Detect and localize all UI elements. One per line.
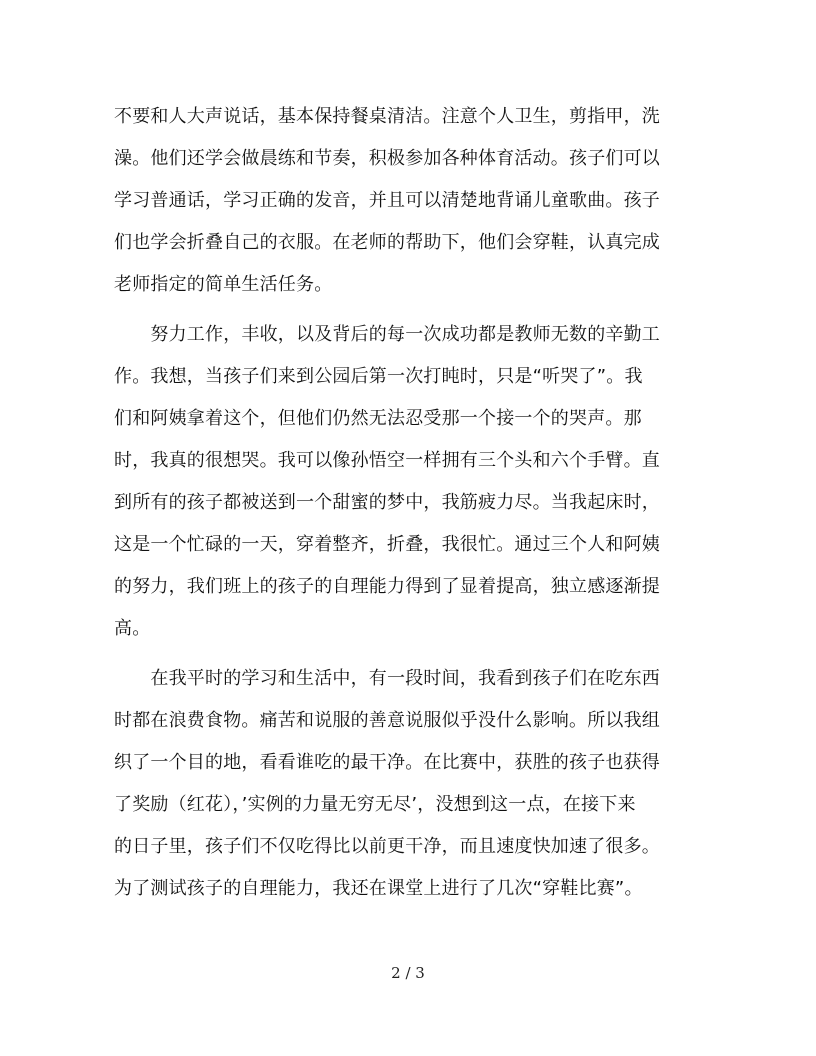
page-number: 2 / 3 xyxy=(391,964,425,982)
text-line: 作。我想，当孩子们来到公园后第一次打盹时，只是“听哭了”。我 xyxy=(114,366,643,387)
text-line: 了奖励（红花），’实例的力量无穷无尽’，没想到这一点，在接下来 xyxy=(114,794,636,815)
text-line: 时都在浪费食物。痛苦和说服的善意说服似乎没什么影响。所以我组 xyxy=(114,710,660,731)
text-line: 不要和人大声说话，基本保持餐桌清洁。注意个人卫生，剪指甲，洗 xyxy=(114,106,660,127)
text-line: 这是一个忙碌的一天，穿着整齐，折叠，我很忙。通过三个人和阿姨 xyxy=(114,534,660,555)
paragraph xyxy=(114,314,704,650)
paragraph xyxy=(114,96,704,306)
text-line: 织了一个目的地，看看谁吃的最干净。在比赛中，获胜的孩子也获得 xyxy=(114,752,660,773)
document-body xyxy=(114,96,704,910)
text-line: 时，我真的很想哭。我可以像孙悟空一样拥有三个头和六个手臂。直 xyxy=(114,450,660,471)
text-line: 学习普通话，学习正确的发音，并且可以清楚地背诵儿童歌曲。孩子 xyxy=(114,190,660,211)
text-line: 澡。他们还学会做晨练和节奏，积极参加各种体育活动。孩子们可以 xyxy=(114,148,660,169)
text-line: 们和阿姨拿着这个，但他们仍然无法忍受那一个接一个的哭声。那 xyxy=(114,408,642,429)
text-line: 为了测试孩子的自理能力，我还在课堂上进行了几次“穿鞋比赛”。 xyxy=(114,878,643,899)
text-line: 们也学会折叠自己的衣服。在老师的帮助下，他们会穿鞋，认真完成 xyxy=(114,232,660,253)
text-line: 的努力，我们班上的孩子的自理能力得到了显着提高，独立感逐渐提 xyxy=(114,576,660,597)
text-line: 到所有的孩子都被送到一个甜蜜的梦中，我筋疲力尽。当我起床时， xyxy=(114,492,660,513)
text-line: 努力工作，丰收，以及背后的每一次成功都是教师无数的辛勤工 xyxy=(114,324,660,345)
text-line: 高。 xyxy=(114,618,151,639)
text-line: 老师指定的简单生活任务。 xyxy=(114,274,333,295)
text-line: 在我平时的学习和生活中，有一段时间，我看到孩子们在吃东西 xyxy=(114,668,660,689)
paragraph xyxy=(114,658,704,910)
text-line: 的日子里，孩子们不仅吃得比以前更干净，而且速度快加速了很多。 xyxy=(114,836,660,857)
